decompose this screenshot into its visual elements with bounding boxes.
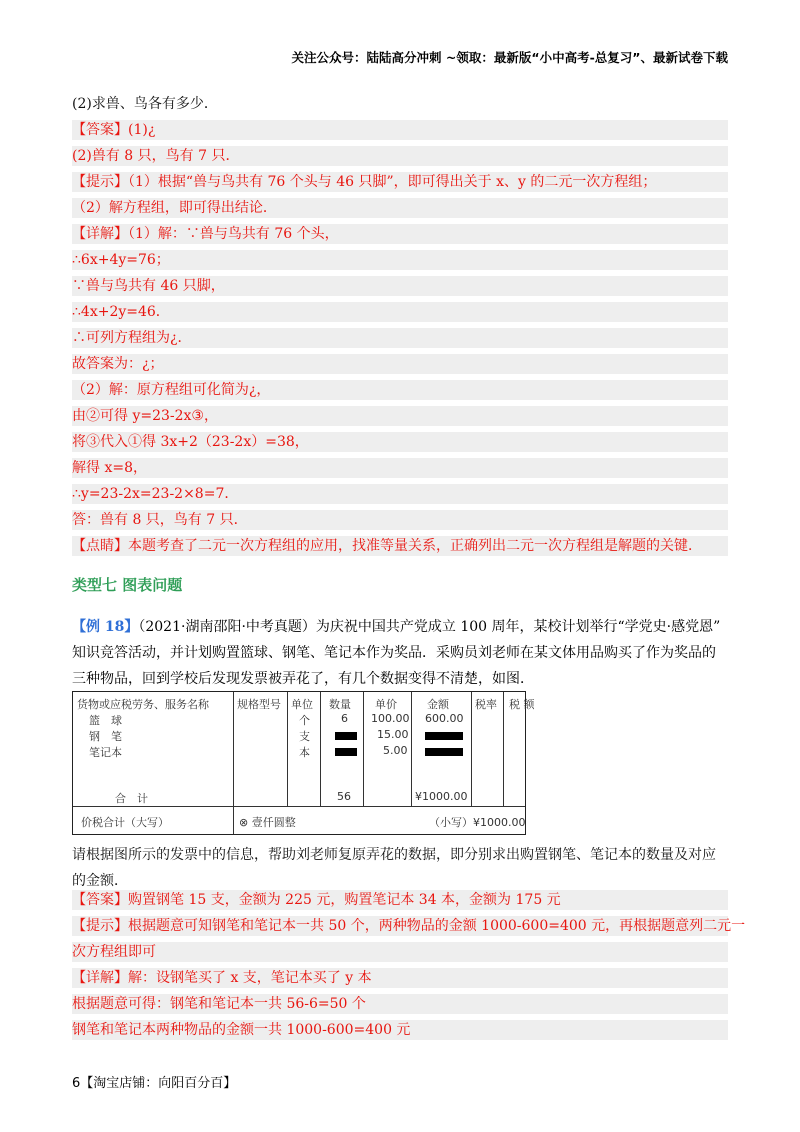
answer-line: 【答案】(1)¿ bbox=[72, 120, 728, 140]
detail-line: 解得 x=8， bbox=[72, 458, 728, 478]
detail-line: 钢笔和笔记本两种物品的金额一共 1000-600=400 元 bbox=[72, 1020, 728, 1040]
invoice-item-price: 15.00 bbox=[377, 728, 409, 741]
example-text: 三种物品，回到学校后发现发票被弄花了，有几个数据变得不清楚，如图． bbox=[72, 671, 534, 687]
invoice-item-unit: 个 bbox=[299, 714, 310, 727]
page-footer: 6【淘宝店铺：向阳百分百】 bbox=[72, 1076, 237, 1091]
example-text: （2021·湖南邵阳·中考真题）为庆祝中国共产党成立 100 周年，某校计划举行“学党史·感党恩” bbox=[138, 619, 721, 635]
hint-line: （2）解方程组，即可得出结论． bbox=[72, 198, 728, 218]
detail-line: 由②可得 y=23-2x③， bbox=[72, 406, 728, 426]
detail-line: ∴6x+4y=76； bbox=[72, 250, 728, 270]
redacted-amount bbox=[425, 732, 463, 740]
invoice-header: 金额 bbox=[427, 698, 449, 711]
invoice-header: 税 额 bbox=[509, 698, 535, 711]
invoice-item-name: 钢 笔 bbox=[89, 730, 122, 743]
invoice-header: 货物或应税劳务、服务名称 bbox=[77, 698, 209, 711]
question-line: 请根据图所示的发票中的信息，帮助刘老师复原弄花的数据，即分别求出购置钢笔、笔记本的数量及对应 bbox=[72, 847, 716, 863]
key-point-line: 【点睛】本题考查了二元一次方程组的应用，找准等量关系，正确列出二元一次方程组是解题的关键． bbox=[72, 536, 728, 556]
section-title: 类型七 图表问题 bbox=[72, 576, 183, 594]
hint-line: 【提示】根据题意可知钢笔和笔记本一共 50 个，两种物品的金额 1000-600=400 元，再根据题意列二元一 bbox=[72, 918, 746, 934]
invoice-header: 税率 bbox=[475, 698, 497, 711]
hint-line: 次方程组即可 bbox=[72, 942, 728, 962]
detail-line: 答：兽有 8 只，鸟有 7 只． bbox=[72, 510, 728, 530]
detail-line: ∵兽与鸟共有 46 只脚， bbox=[72, 276, 728, 296]
answer-line: (2)兽有 8 只，鸟有 7 只． bbox=[72, 146, 728, 166]
invoice-header: 数量 bbox=[329, 698, 351, 711]
page-header: 关注公众号：陆陆高分冲刺 ~领取：最新版“小中高考-总复习”、最新试卷下载 bbox=[291, 50, 728, 65]
detail-line: ∴y=23-2x=23-2×8=7． bbox=[72, 484, 728, 504]
invoice-header: 单位 bbox=[291, 698, 313, 711]
redacted-qty bbox=[335, 732, 357, 740]
answer-line: 【答案】购置钢笔 15 支，金额为 225 元，购置笔记本 34 本，金额为 175 元 bbox=[72, 890, 728, 910]
example-text: 知识竞答活动，并计划购置篮球、钢笔、笔记本作为奖品．采购员刘老师在某文体用品购买了作为奖品的 bbox=[72, 645, 716, 661]
invoice-item-unit: 支 bbox=[299, 730, 310, 743]
detail-line: 【详解】（1）解：∵兽与鸟共有 76 个头， bbox=[72, 224, 728, 244]
detail-line: ∴可列方程组为¿． bbox=[72, 328, 728, 348]
hint-line: 【提示】（1）根据“兽与鸟共有 76 个头与 46 只脚”，即可得出关于 x、y 的二元一次方程组； bbox=[72, 172, 728, 192]
example-label: 【例 18】 bbox=[72, 619, 139, 635]
invoice-item-price: 100.00 bbox=[371, 712, 410, 725]
invoice-total-amount: ¥1000.00 bbox=[415, 790, 468, 803]
detail-line: ∴4x+2y=46． bbox=[72, 302, 728, 322]
detail-line: （2）解：原方程组可化简为¿， bbox=[72, 380, 728, 400]
detail-line: 【详解】解：设钢笔买了 x 支，笔记本买了 y 本 bbox=[72, 968, 728, 988]
invoice-total-label: 合 计 bbox=[115, 792, 148, 805]
detail-line: 将③代入①得 3x+2（23-2x）=38， bbox=[72, 432, 728, 452]
invoice-item-name: 笔记本 bbox=[89, 746, 122, 759]
redacted-amount bbox=[425, 748, 463, 756]
question-text bbox=[72, 842, 728, 894]
invoice-sum-small: （小写）¥1000.00 bbox=[429, 816, 526, 829]
invoice-item-price: 5.00 bbox=[383, 744, 408, 757]
question-line: 的金额． bbox=[72, 873, 128, 889]
invoice-total-qty: 56 bbox=[337, 790, 351, 803]
invoice-item-amount: 600.00 bbox=[425, 712, 464, 725]
invoice-item-name: 篮 球 bbox=[89, 714, 122, 727]
invoice-sum-label: 价税合计（大写） bbox=[81, 816, 169, 829]
detail-line: 根据题意可得：钢笔和笔记本一共 56-6=50 个 bbox=[72, 994, 728, 1014]
invoice-item-unit: 本 bbox=[299, 746, 310, 759]
invoice-item-qty: 6 bbox=[341, 712, 348, 725]
invoice-sum-words: ⊗ 壹仟圆整 bbox=[239, 816, 296, 829]
example-paragraph bbox=[72, 614, 728, 692]
question-2: (2)求兽、鸟各有多少． bbox=[72, 96, 218, 112]
invoice-header: 规格型号 bbox=[237, 698, 281, 711]
invoice-header: 单价 bbox=[375, 698, 397, 711]
redacted-qty bbox=[335, 748, 357, 756]
detail-line: 故答案为：¿； bbox=[72, 354, 728, 374]
invoice-image bbox=[72, 691, 535, 835]
